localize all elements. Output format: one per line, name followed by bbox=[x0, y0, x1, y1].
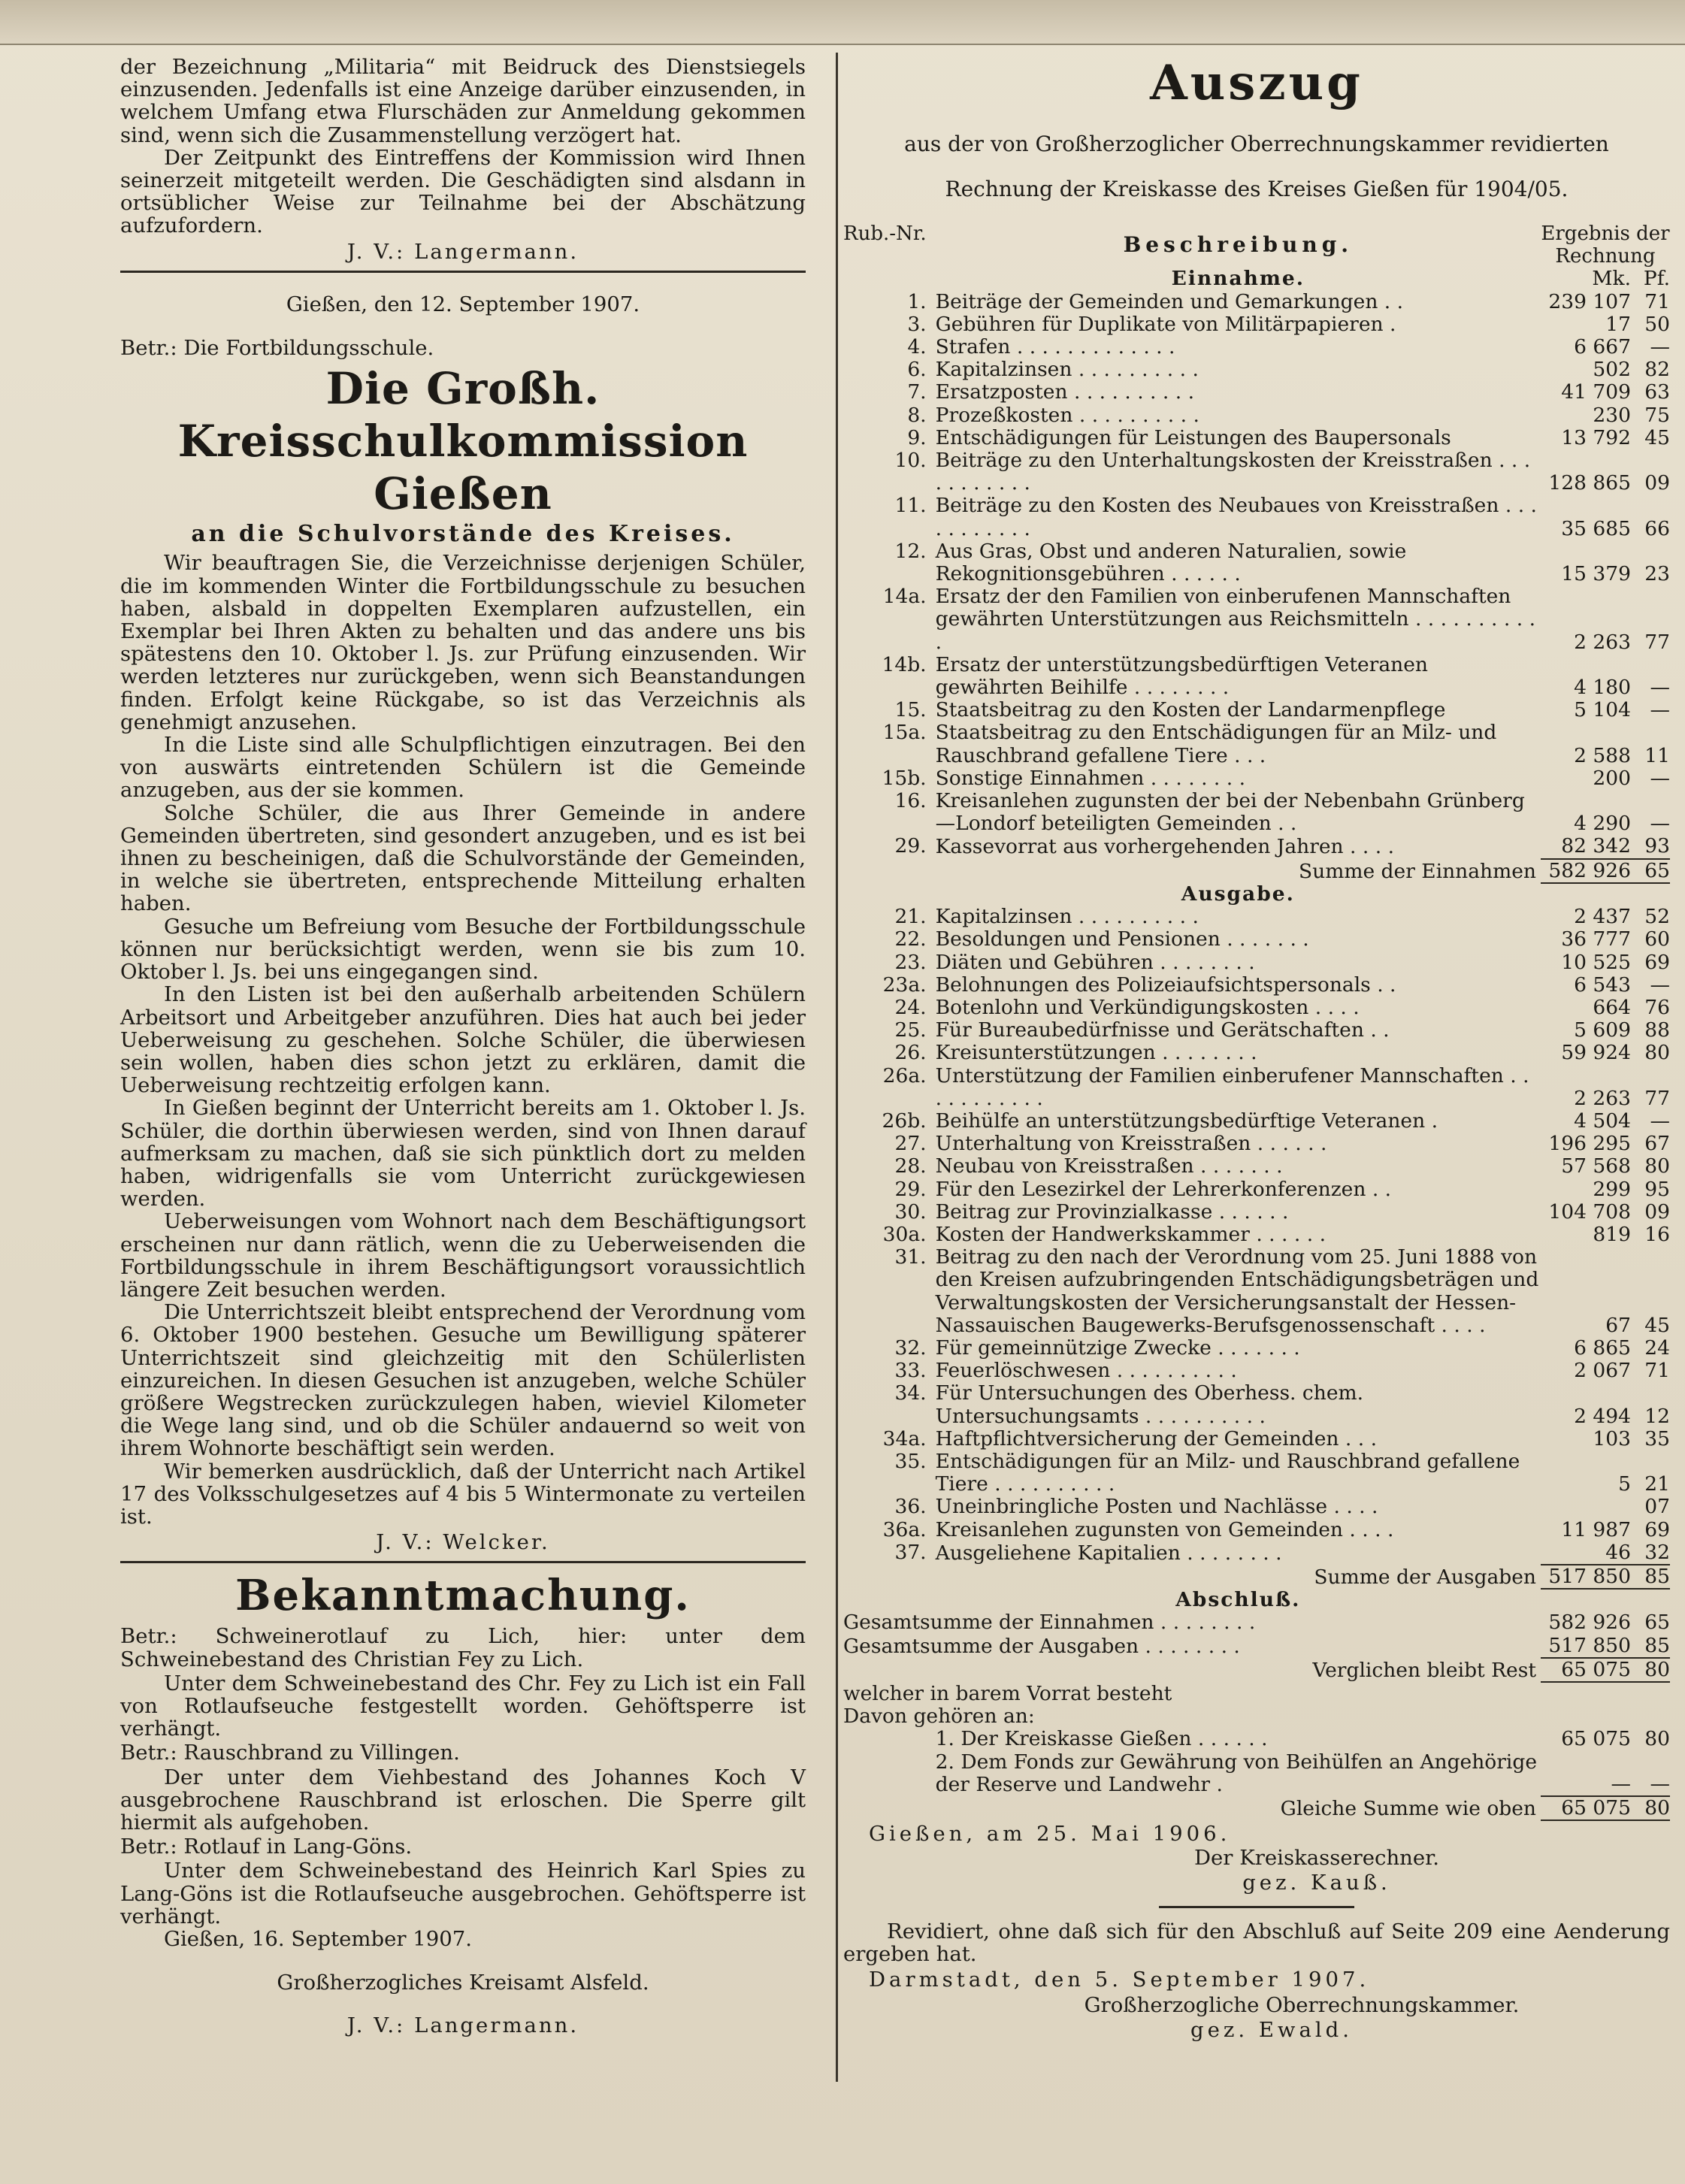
table-row bbox=[843, 358, 1670, 381]
notice-signer: J. V.: Langermann. bbox=[346, 2013, 579, 2038]
notice-betr-2: Betr.: Rauschbrand zu Villingen. bbox=[120, 1741, 460, 1765]
table-row bbox=[843, 1019, 1670, 1042]
table-row bbox=[843, 951, 1670, 974]
item-number: 34. bbox=[894, 1381, 927, 1405]
item-description: Diäten und Gebühren . . . . . . . . bbox=[935, 950, 1255, 974]
item-number: 31. bbox=[894, 1245, 927, 1269]
intro-signer: J. V.: Langermann. bbox=[346, 239, 579, 264]
header-mk: Mk. bbox=[1592, 267, 1631, 291]
divider-line bbox=[120, 271, 806, 273]
item-mk: 5 104 bbox=[1574, 698, 1631, 722]
notice-betr-1: Betr.: Schweinerotlauf zu Lich, hier: unter dem Schweinebestand des Christian Fey zu Lich. bbox=[120, 1624, 806, 1671]
closing-title: Abschluß. bbox=[1175, 1588, 1301, 1612]
equal-row bbox=[843, 1796, 1670, 1820]
belongs-item-mk: — bbox=[1611, 1771, 1631, 1795]
item-number: 15a. bbox=[882, 721, 927, 745]
item-number: 33. bbox=[894, 1359, 927, 1383]
item-mk: 4 504 bbox=[1574, 1109, 1631, 1133]
item-mk: 2 263 bbox=[1574, 630, 1631, 654]
expense-sum-mk: 517 850 bbox=[1541, 1565, 1631, 1589]
item-mk: 104 708 bbox=[1548, 1199, 1631, 1224]
item-description: Kapitalzinsen . . . . . . . . . . bbox=[935, 905, 1199, 929]
item-pf: 95 bbox=[1644, 1177, 1670, 1201]
item-mk: 11 987 bbox=[1561, 1517, 1631, 1541]
item-pf: 93 bbox=[1644, 834, 1670, 858]
item-pf: 09 bbox=[1644, 1199, 1670, 1224]
intro-paragraph-2: Der Zeitpunkt des Eintreffens der Kommission wird Ihnen seinerzeit mitgeteilt werden. Die Geschädigten sind alsdann in ortsüblicher Weise zur Teilnahme bei der Abschätzung aufzufordern. bbox=[120, 145, 806, 238]
table-row bbox=[843, 721, 1670, 767]
table-row bbox=[843, 906, 1670, 928]
expense-sum-label: Summe der Ausgaben bbox=[1314, 1565, 1536, 1589]
item-mk: 13 792 bbox=[1561, 425, 1631, 449]
item-mk: 128 865 bbox=[1548, 471, 1631, 495]
item-pf: 12 bbox=[1644, 1404, 1670, 1428]
item-mk: 82 342 bbox=[1561, 834, 1631, 858]
item-pf: 32 bbox=[1644, 1540, 1670, 1564]
item-number: 23a. bbox=[882, 973, 927, 997]
item-mk: 10 525 bbox=[1561, 950, 1631, 974]
item-description: Haftpflichtversicherung der Gemeinden . . . bbox=[935, 1426, 1378, 1450]
table-row bbox=[843, 427, 1670, 449]
income-sum-pf: 65 bbox=[1631, 859, 1670, 883]
closing-pf: 85 bbox=[1644, 1633, 1670, 1657]
item-pf: 11 bbox=[1644, 743, 1670, 767]
equal-pf: 80 bbox=[1631, 1796, 1670, 1820]
item-number: 37. bbox=[894, 1540, 927, 1564]
header-pf: Pf. bbox=[1643, 267, 1670, 291]
item-description: Entschädigungen für Leistungen des Baupersonals bbox=[935, 425, 1451, 449]
belongs-row bbox=[843, 1705, 1670, 1728]
item-mk: 6 543 bbox=[1574, 973, 1631, 997]
item-number: 14b. bbox=[882, 652, 927, 676]
table-row bbox=[843, 336, 1670, 358]
intro-paragraph-1: der Bezeichnung „Militaria“ mit Beidruck des Dienstsiegels einzusenden. Jedenfalls ist eine Anzeige darüber einzusenden, in welchem Umfang etwa Flurschäden zur Anmeldung gekommen sind, wenn sich die Zusammenstellung verzögert hat. bbox=[120, 55, 806, 147]
auszug-subtitle-2: Rechnung der Kreiskasse des Kreises Gießen für 1904/05. bbox=[945, 177, 1569, 201]
table-row bbox=[843, 928, 1670, 951]
item-description: Kapitalzinsen . . . . . . . . . . bbox=[935, 358, 1199, 382]
table-subheader-row bbox=[843, 268, 1670, 290]
table-row bbox=[843, 1337, 1670, 1360]
item-mk: 299 bbox=[1593, 1177, 1631, 1201]
table-row bbox=[843, 381, 1670, 404]
item-pf: — bbox=[1650, 1109, 1670, 1133]
item-number: 14a. bbox=[882, 585, 927, 609]
item-description: Für Bureaubedürfnisse und Gerätschaften . . bbox=[935, 1018, 1390, 1042]
school-commission-title: Die Großh. Kreisschulkommission Gießen bbox=[177, 363, 749, 520]
left-column bbox=[120, 56, 806, 2040]
item-mk: 41 709 bbox=[1561, 380, 1631, 404]
item-mk: 5 bbox=[1618, 1472, 1631, 1496]
treasurer-title: Der Kreiskasserechner. bbox=[1193, 1846, 1440, 1871]
item-number: 15b. bbox=[882, 766, 927, 790]
expense-sum-pf: 85 bbox=[1631, 1565, 1670, 1589]
revision-dateline: Darmstadt, den 5. September 1907. bbox=[869, 1968, 1370, 1992]
item-pf: — bbox=[1650, 973, 1670, 997]
table-row bbox=[843, 1360, 1670, 1382]
header-result: Ergebnis der Rechnung bbox=[1541, 222, 1670, 268]
item-number: 6. bbox=[907, 358, 927, 382]
item-mk bbox=[1541, 1496, 1631, 1518]
item-pf: 67 bbox=[1644, 1132, 1670, 1156]
belongs-item-label: 2. Dem Fonds zur Gewährung von Beihülfen an Angehörige der Reserve und Landwehr . bbox=[935, 1750, 1538, 1796]
item-description: Beiträge zu den Unterhaltungskosten der Kreisstraßen . . . . . . . . . . . bbox=[935, 449, 1531, 495]
item-pf: 16 bbox=[1644, 1222, 1670, 1246]
item-number: 30. bbox=[894, 1199, 927, 1224]
item-number: 16. bbox=[894, 789, 927, 813]
item-description: Sonstige Einnahmen . . . . . . . . bbox=[935, 766, 1246, 790]
table-row bbox=[843, 1042, 1670, 1064]
item-description: Staatsbeitrag zu den Entschädigungen für an Milz- und Rauschbrand gefallene Tiere . . . bbox=[935, 721, 1497, 767]
item-pf: 77 bbox=[1644, 630, 1670, 654]
divider-line bbox=[1159, 1906, 1354, 1908]
item-number: 25. bbox=[894, 1018, 927, 1042]
previous-page-edge bbox=[0, 0, 1685, 45]
table-row bbox=[843, 495, 1670, 540]
item-mk: 4 180 bbox=[1574, 676, 1631, 700]
auszug-subtitle-1: aus der von Großherzoglicher Oberrechnungskammer revidierten bbox=[904, 132, 1609, 156]
item-mk: 230 bbox=[1593, 403, 1631, 427]
belongs-item-mk: 65 075 bbox=[1561, 1727, 1631, 1751]
paragraph-5: In den Listen ist bei den außerhalb arbeitenden Schülern Arbeitsort und Arbeitgeber anzuführen. Dies hat auch bei jeder Ueberweisung zu geschehen. Solche Schüler, die überwiesen sein wollen, haben dies schon jetzt zu erklären, damit die Ueberweisung rechtzeitig erfolgen kann. bbox=[120, 982, 806, 1098]
item-description: Neubau von Kreisstraßen . . . . . . . bbox=[935, 1154, 1283, 1178]
remainder-pf: 80 bbox=[1631, 1658, 1670, 1682]
treasurer-signature bbox=[843, 1823, 1670, 1894]
remainder-row bbox=[843, 1658, 1670, 1682]
paragraph-9: Wir bemerken ausdrücklich, daß der Unterricht nach Artikel 17 des Volksschulgesetzes auf 4 bis 5 Wintermonate zu verteilen ist. bbox=[120, 1459, 806, 1529]
closing-pf: 65 bbox=[1644, 1611, 1670, 1635]
expense-title: Ausgabe. bbox=[1181, 882, 1295, 906]
remainder-label: Verglichen bleibt Rest bbox=[1312, 1658, 1536, 1682]
table-row bbox=[843, 1155, 1670, 1178]
item-pf: 21 bbox=[1644, 1472, 1670, 1496]
account-table bbox=[843, 222, 1670, 1821]
revision-note: Revidiert, ohne daß sich für den Abschluß auf Seite 209 eine Aenderung ergeben hat. bbox=[843, 1919, 1670, 1967]
belongs-item-pf: — bbox=[1650, 1771, 1670, 1795]
item-number: 36. bbox=[894, 1495, 927, 1519]
expense-sum-row bbox=[843, 1565, 1670, 1589]
notice-betr-3: Betr.: Rotlauf in Lang-Göns. bbox=[120, 1835, 413, 1859]
item-number: 26. bbox=[894, 1041, 927, 1065]
item-pf: 80 bbox=[1644, 1154, 1670, 1178]
item-number: 36a. bbox=[882, 1517, 927, 1541]
notice-text-1: Unter dem Schweinebestand des Chr. Fey zu Lich ist ein Fall von Rotlaufseuche festgestellt worden. Gehöftsperre ist verhängt. bbox=[120, 1671, 806, 1741]
item-description: Für gemeinnützige Zwecke . . . . . . . bbox=[935, 1336, 1300, 1360]
item-mk: 664 bbox=[1593, 995, 1631, 1019]
right-column bbox=[843, 56, 1670, 2043]
cash-row bbox=[843, 1682, 1670, 1705]
item-pf: 80 bbox=[1644, 1041, 1670, 1065]
divider-line bbox=[120, 1561, 806, 1563]
item-mk: 6 865 bbox=[1574, 1336, 1631, 1360]
item-pf: 66 bbox=[1644, 516, 1670, 540]
income-sum-mk: 582 926 bbox=[1541, 859, 1631, 883]
closing-mk: 517 850 bbox=[1548, 1633, 1631, 1657]
item-pf: — bbox=[1650, 812, 1670, 836]
item-description: Unterstützung der Familien einberufener Mannschaften . . . . . . . . . . . bbox=[935, 1063, 1529, 1110]
item-description: Beiträge zu den Kosten des Neubaues von Kreisstraßen . . . . . . . . . . . bbox=[935, 494, 1537, 540]
item-number: 29. bbox=[894, 1177, 927, 1201]
item-number: 3. bbox=[907, 312, 927, 336]
item-number: 15. bbox=[894, 698, 927, 722]
paragraph-3: Solche Schüler, die aus Ihrer Gemeinde in andere Gemeinden übertreten, sind gesondert anzugeben, und es ist bei ihnen zu bescheinigen, daß die Schulvorstände der Gemeinden, in welche sie übertreten, entsprechende Mitteilung erhalten haben. bbox=[120, 800, 806, 916]
table-row bbox=[843, 291, 1670, 313]
item-number: 32. bbox=[894, 1336, 927, 1360]
table-row bbox=[843, 449, 1670, 495]
table-row bbox=[843, 997, 1670, 1019]
item-pf: 45 bbox=[1644, 425, 1670, 449]
item-number: 35. bbox=[894, 1449, 927, 1473]
item-pf: 77 bbox=[1644, 1086, 1670, 1110]
table-row bbox=[843, 699, 1670, 721]
account-dateline: Gießen, am 25. Mai 1906. bbox=[869, 1822, 1231, 1847]
closing-row bbox=[843, 1611, 1670, 1634]
item-pf: — bbox=[1650, 335, 1670, 359]
closing-mk: 582 926 bbox=[1548, 1611, 1631, 1635]
item-pf: 75 bbox=[1644, 403, 1670, 427]
item-pf: 88 bbox=[1644, 1018, 1670, 1042]
table-row bbox=[843, 1110, 1670, 1133]
betr-line: Betr.: Die Fortbildungsschule. bbox=[120, 336, 434, 361]
table-row bbox=[843, 1541, 1670, 1565]
item-description: Kreisanlehen zugunsten von Gemeinden . . . . bbox=[935, 1517, 1394, 1541]
cash-line: welcher in barem Vorrat besteht bbox=[843, 1682, 1172, 1705]
item-pf: 76 bbox=[1644, 995, 1670, 1019]
item-description: Staatsbeitrag zu den Kosten der Landarmenpflege bbox=[935, 698, 1446, 722]
item-description: Aus Gras, Obst und anderen Naturalien, sowie Rekognitionsgebühren . . . . . . bbox=[935, 539, 1407, 586]
notice-dateline: Gießen, 16. September 1907. bbox=[164, 1927, 472, 1952]
item-mk: 67 bbox=[1605, 1313, 1631, 1337]
item-pf: 52 bbox=[1644, 905, 1670, 929]
item-mk: 196 295 bbox=[1548, 1132, 1631, 1156]
chamber-name: Großherzogliche Oberrechnungskammer. bbox=[1084, 1993, 1520, 2018]
item-mk: 46 bbox=[1605, 1540, 1631, 1564]
item-description: Ausgeliehene Kapitalien . . . . . . . . bbox=[935, 1541, 1282, 1565]
item-description: Besoldungen und Pensionen . . . . . . . bbox=[935, 927, 1309, 951]
item-number: 11. bbox=[894, 494, 927, 518]
item-number: 22. bbox=[894, 927, 927, 951]
table-row bbox=[843, 654, 1670, 699]
item-description: Gebühren für Duplikate von Militärpapieren . bbox=[935, 312, 1396, 336]
item-description: Beihülfe an unterstützungsbedürftige Veteranen . bbox=[935, 1109, 1438, 1133]
item-pf: 24 bbox=[1644, 1336, 1670, 1360]
school-commission-subtitle: an die Schulvorstände des Kreises. bbox=[191, 521, 735, 548]
item-pf: 60 bbox=[1644, 927, 1670, 951]
table-row bbox=[843, 1450, 1670, 1496]
income-sum-row bbox=[843, 859, 1670, 883]
item-number: 12. bbox=[894, 539, 927, 563]
belongs-item-pf: 80 bbox=[1644, 1727, 1670, 1751]
item-description: Ersatz der den Familien von einberufenen Mannschaften gewährten Unterstützungen aus Reichsmitteln . . . . . . . . . . . bbox=[935, 585, 1535, 654]
item-pf: 63 bbox=[1644, 380, 1670, 404]
table-row bbox=[843, 1201, 1670, 1224]
item-mk: 819 bbox=[1593, 1222, 1631, 1246]
paragraph-8: Die Unterrichtszeit bleibt entsprechend der Verordnung vom 6. Oktober 1900 bestehen. Gesuche um Bewilligung späterer Unterrichtszeit sind gleichzeitig mit den Schülerlisten einzureichen. In diesen Gesuchen ist anzugeben, welche Schüler größere Wegstrecken zurückzulegen haben, wieviel Kilometer die Wege lang sind, und ob die Schüler andauernd so weit von ihrem Wohnorte beschäftigt sein werden. bbox=[120, 1300, 806, 1461]
item-mk: 4 290 bbox=[1574, 812, 1631, 836]
table-row bbox=[843, 1133, 1670, 1155]
paragraph-6: In Gießen beginnt der Unterricht bereits am 1. Oktober l. Js. Schüler, die dorthin überwiesen werden, sind von Ihnen darauf aufmerksam zu machen, daß sie sich pünktlich dort zu melden haben, widrigenfalls sie vom Unterricht zurückgewiesen werden. bbox=[120, 1096, 806, 1211]
item-mk: 200 bbox=[1593, 766, 1631, 790]
item-pf: — bbox=[1650, 676, 1670, 700]
table-row bbox=[843, 313, 1670, 336]
item-number: 7. bbox=[907, 380, 927, 404]
item-number: 28. bbox=[894, 1154, 927, 1178]
item-description: Kreisanlehen zugunsten der bei der Nebenbahn Grünberg—Londorf beteiligten Gemeinden . . bbox=[935, 789, 1525, 836]
item-mk: 2 494 bbox=[1574, 1404, 1631, 1428]
closing-row bbox=[843, 1635, 1670, 1658]
item-description: Für Untersuchungen des Oberhess. chem. Untersuchungsamts . . . . . . . . . . bbox=[935, 1381, 1364, 1428]
item-pf: 09 bbox=[1644, 471, 1670, 495]
income-sum-label: Summe der Einnahmen bbox=[1298, 859, 1536, 883]
item-description: Kreisunterstützungen . . . . . . . . bbox=[935, 1041, 1257, 1065]
item-mk: 2 588 bbox=[1574, 743, 1631, 767]
item-description: Für den Lesezirkel der Lehrerkonferenzen . . bbox=[935, 1177, 1392, 1201]
item-description: Kosten der Handwerkskammer . . . . . . bbox=[935, 1222, 1326, 1246]
paragraph-4: Gesuche um Befreiung vom Besuche der Fortbildungsschule können nur berücksichtigt werden, wenn sie bis zum 10. Oktober l. Js. bei uns eingegangen sind. bbox=[120, 914, 806, 985]
item-pf: 71 bbox=[1644, 289, 1670, 313]
item-number: 9. bbox=[907, 425, 927, 449]
item-number: 27. bbox=[894, 1132, 927, 1156]
table-row bbox=[843, 835, 1670, 858]
item-number: 4. bbox=[907, 335, 927, 359]
commission-signer: J. V.: Welcker. bbox=[376, 1530, 550, 1555]
item-mk: 2 067 bbox=[1574, 1359, 1631, 1383]
table-row bbox=[843, 767, 1670, 790]
item-description: Belohnungen des Polizeiaufsichtspersonals . . bbox=[935, 973, 1396, 997]
table-row bbox=[843, 585, 1670, 654]
item-pf: 50 bbox=[1644, 312, 1670, 336]
equal-label: Gleiche Summe wie oben bbox=[1280, 1797, 1536, 1821]
item-description: Entschädigungen für an Milz- und Rauschbrand gefallene Tiere . . . . . . . . . . bbox=[935, 1449, 1520, 1496]
closing-title-row bbox=[843, 1589, 1670, 1611]
item-pf: 69 bbox=[1644, 1517, 1670, 1541]
table-header-row bbox=[843, 222, 1670, 268]
closing-label: Gesamtsumme der Einnahmen . . . . . . . . bbox=[843, 1611, 1256, 1635]
belongs-item-label: 1. Der Kreiskasse Gießen . . . . . . bbox=[935, 1727, 1268, 1751]
item-mk: 103 bbox=[1593, 1426, 1631, 1450]
belongs-item-row bbox=[843, 1728, 1670, 1750]
table-row bbox=[843, 790, 1670, 835]
item-mk: 36 777 bbox=[1561, 927, 1631, 951]
item-mk: 6 667 bbox=[1574, 335, 1631, 359]
income-title: Einnahme. bbox=[1171, 267, 1305, 291]
item-number: 30a. bbox=[882, 1222, 927, 1246]
item-pf: 35 bbox=[1644, 1426, 1670, 1450]
item-number: 8. bbox=[907, 403, 927, 427]
table-row bbox=[843, 1065, 1670, 1110]
item-number: 34a. bbox=[882, 1426, 927, 1450]
item-description: Unterhaltung von Kreisstraßen . . . . . . bbox=[935, 1132, 1327, 1156]
table-row bbox=[843, 1246, 1670, 1337]
item-number: 26a. bbox=[882, 1063, 927, 1087]
item-mk: 502 bbox=[1593, 358, 1631, 382]
item-mk: 57 568 bbox=[1561, 1154, 1631, 1178]
item-pf: 07 bbox=[1644, 1495, 1670, 1519]
item-description: Ersatz der unterstützungsbedürftigen Veteranen gewährten Beihilfe . . . . . . . . bbox=[935, 652, 1428, 700]
table-row bbox=[843, 974, 1670, 997]
item-description: Beitrag zur Provinzialkasse . . . . . . bbox=[935, 1199, 1289, 1224]
item-description: Botenlohn und Verkündigungskosten . . . . bbox=[935, 995, 1360, 1019]
item-mk: 35 685 bbox=[1561, 516, 1631, 540]
notice-text-3: Unter dem Schweinebestand des Heinrich Karl Spies zu Lang-Göns ist die Rotlaufseuche ausgebrochen. Gehöftsperre ist verhängt. bbox=[120, 1859, 806, 1928]
table-row bbox=[843, 1178, 1670, 1201]
table-row bbox=[843, 1224, 1670, 1246]
table-row bbox=[843, 1382, 1670, 1427]
auszug-title: Auszug bbox=[1150, 55, 1363, 111]
item-mk: 2 437 bbox=[1574, 905, 1631, 929]
closing-label: Gesamtsumme der Ausgaben . . . . . . . . bbox=[843, 1634, 1240, 1658]
paragraph-2: In die Liste sind alle Schulpflichtigen einzutragen. Bei den von auswärts eintretenden Schülern ist die Gemeinde anzugeben, aus der sie kommen. bbox=[120, 733, 806, 803]
belongs-line: Davon gehören an: bbox=[843, 1705, 1035, 1729]
item-pf: — bbox=[1650, 766, 1670, 790]
item-pf: — bbox=[1650, 698, 1670, 722]
item-description: Beitrag zu den nach der Verordnung vom 25. Juni 1888 von den Kreisen aufzubringenden Entschädigungsbeträgen und Verwaltungskosten der Versicherungsanstalt der Hessen-Nassauischen Baugewerks-Berufsgenossenschaft . . . . bbox=[935, 1245, 1539, 1337]
item-pf: 82 bbox=[1644, 358, 1670, 382]
table-row bbox=[843, 540, 1670, 585]
item-mk: 5 609 bbox=[1574, 1018, 1631, 1042]
item-description: Feuerlöschwesen . . . . . . . . . . bbox=[935, 1359, 1237, 1383]
remainder-mk: 65 075 bbox=[1541, 1658, 1631, 1682]
item-description: Beiträge der Gemeinden und Gemarkungen . . bbox=[935, 289, 1404, 313]
item-number: 1. bbox=[907, 289, 927, 313]
column-divider bbox=[836, 53, 838, 2082]
dateline: Gießen, den 12. September 1907. bbox=[286, 292, 640, 317]
notice-title: Bekanntmachung. bbox=[235, 1571, 691, 1621]
notice-text-2: Der unter dem Viehbestand des Johannes Koch V ausgebrochene Rauschbrand ist erloschen. Die Sperre gilt hiermit als aufgehoben. bbox=[120, 1765, 806, 1835]
item-mk: 2 263 bbox=[1574, 1086, 1631, 1110]
item-number: 23. bbox=[894, 950, 927, 974]
belongs-item-row bbox=[843, 1751, 1670, 1796]
header-rub-nr: Rub.-Nr. bbox=[843, 222, 927, 245]
item-number: 21. bbox=[894, 905, 927, 929]
item-pf: 45 bbox=[1644, 1313, 1670, 1337]
chamber-sig: gez. Ewald. bbox=[1190, 2017, 1353, 2042]
table-row bbox=[843, 1496, 1670, 1518]
item-pf: 71 bbox=[1644, 1359, 1670, 1383]
item-mk: 59 924 bbox=[1561, 1041, 1631, 1065]
item-number: 10. bbox=[894, 449, 927, 473]
paragraph-7: Ueberweisungen vom Wohnort nach dem Beschäftigungsort erscheinen nur dann rätlich, wenn die zu Ueberweisenden die Fortbildungsschule in ihrem Beschäftigungsort voraussichtlich längere Zeit besuchen werden. bbox=[120, 1209, 806, 1302]
item-description: Kassevorrat aus vorhergehenden Jahren . . . . bbox=[935, 835, 1395, 859]
table-row bbox=[843, 1519, 1670, 1541]
header-description: Beschreibung. bbox=[1123, 232, 1354, 258]
table-row bbox=[843, 1428, 1670, 1450]
item-description: Uneinbringliche Posten und Nachlässe . . . . bbox=[935, 1495, 1378, 1519]
item-description: Ersatzposten . . . . . . . . . . bbox=[935, 380, 1195, 404]
item-pf: 69 bbox=[1644, 950, 1670, 974]
item-mk: 239 107 bbox=[1548, 289, 1631, 313]
item-mk: 17 bbox=[1605, 312, 1631, 336]
item-mk: 15 379 bbox=[1561, 562, 1631, 586]
table-row bbox=[843, 404, 1670, 427]
item-pf: 23 bbox=[1644, 562, 1670, 586]
notice-authority: Großherzogliches Kreisamt Alsfeld. bbox=[277, 1970, 649, 1995]
treasurer-sig: gez. Kauß. bbox=[1242, 1870, 1391, 1895]
item-number: 26b. bbox=[882, 1109, 927, 1133]
item-number: 24. bbox=[894, 995, 927, 1019]
equal-mk: 65 075 bbox=[1541, 1796, 1631, 1820]
item-description: Prozeßkosten . . . . . . . . . . bbox=[935, 403, 1199, 427]
item-description: Strafen . . . . . . . . . . . . . bbox=[935, 335, 1175, 359]
paragraph-1: Wir beauftragen Sie, die Verzeichnisse derjenigen Schüler, die im kommenden Winter die Fortbildungsschule zu besuchen haben, alsbald in doppelten Exemplaren aufzustellen, ein Exemplar bei Ihren Akten zu behalten und das andere uns bis spätestens den 10. Oktober l. Js. zur Prüfung einzusenden. Wir werden letzteres nur zurückgeben, wenn sich Beanstandungen finden. Erfolgt keine Rückgabe, so ist das Verzeichnis als genehmigt anzusehen. bbox=[120, 551, 806, 734]
expense-title-row bbox=[843, 883, 1670, 906]
item-number: 29. bbox=[894, 834, 927, 858]
